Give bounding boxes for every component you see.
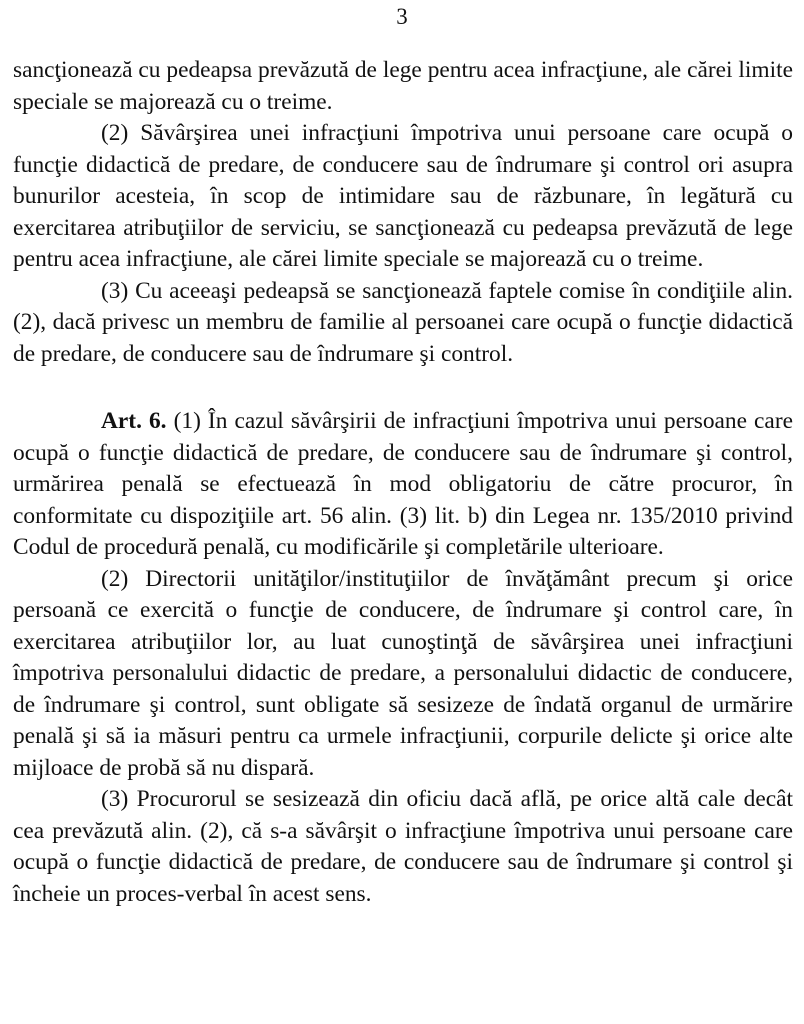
paragraph-alin-3: (3) Cu aceeaşi pedeapsă se sancţionează faptele comise în condiţiile alin. (2), dacă privesc un membru de familie al persoanei care ocupă o funcţie didactică de predare, de conducere sau de îndrumare şi control. xyxy=(13,277,793,367)
paragraph-continuation: sancţionează cu pedeapsa prevăzută de lege pentru acea infracţiune, ale cărei limite speciale se majorează cu o treime. xyxy=(13,57,793,115)
section-spacer xyxy=(13,370,793,406)
article-6-alin-1-text: (1) În cazul săvârşirii de infracţiuni împotriva unui persoane care ocupă o funcţie didactică de predare, de conducere sau de îndrumare şi control, urmărirea penală se efectuează în mod obligatoriu de către procuror, în conformitate cu dispoziţiile art. 56 alin. (3) lit. b) din Legea nr. 135/2010 privind Codul de procedură penală, cu modificările şi completările ulterioare. xyxy=(13,408,793,560)
page-number: 3 xyxy=(396,4,408,29)
article-6-label: Art. 6. xyxy=(101,408,167,434)
article-6-paragraph-2: (2) Directorii unităţilor/instituţiilor de învăţământ precum şi orice persoană ce exercită o funcţie de conducere, de îndrumare şi control care, în exercitarea atribuţiilor lor, au luat cunoştinţă de săvârşirea unei infracţiuni împotriva personalului didactic de predare, a personalului didactic de conducere, de îndrumare şi control, sunt obligate să sesizeze de îndată organul de urmărire penală şi să ia măsuri pentru ca urmele infracţiunii, corpurile delicte şi orice alte mijloace de probă să nu dispară. xyxy=(13,565,793,781)
paragraph-alin-2: (2) Săvârşirea unei infracţiuni împotriva unui persoane care ocupă o funcţie didactică de predare, de conducere sau de îndrumare şi control ori asupra bunurilor acesteia, în scop de intimidare sau de răzbunare, în legătură cu exercitarea atribuţiilor de serviciu, se sancţionează cu pedeapsa prevăzută de lege pentru acea infracţiune, ale cărei limite speciale se majorează cu o treime. xyxy=(13,120,793,272)
article-6-paragraph-3: (3) Procurorul se sesizează din oficiu dacă află, pe orice altă cale decât cea prevăzută alin. (2), că s-a săvârşit o infracţiune împotriva unui persoane care ocupă o funcţie didactică de predare, de conducere sau de îndrumare şi control şi încheie un proces-verbal în acest sens. xyxy=(13,786,793,907)
article-6-paragraph-1 xyxy=(13,406,793,564)
document-body xyxy=(13,55,793,910)
